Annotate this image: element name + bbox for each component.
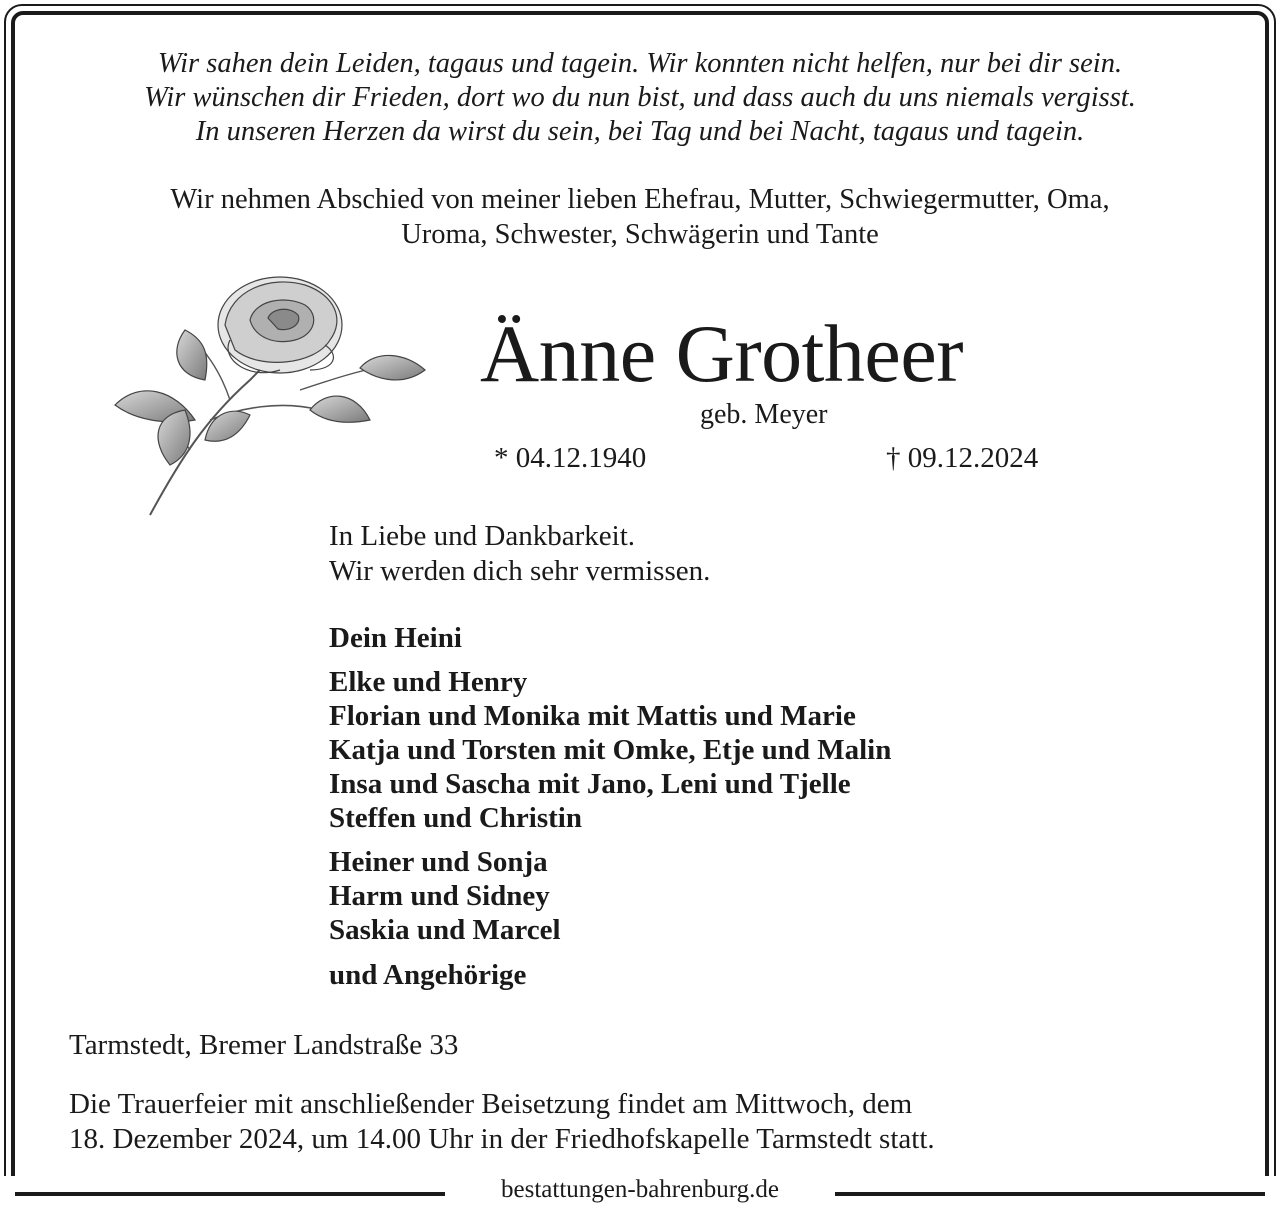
footer-website[interactable] [0,1177,1280,1202]
rose-icon [110,240,440,530]
mourner-line: Steffen und Christin [329,802,582,834]
death-date: † 09.12.2024 [886,442,1039,474]
birth-date: * 04.12.1940 [494,442,647,474]
intro-line-1: Wir nehmen Abschied von meiner lieben Ehefrau, Mutter, Schwiegermutter, Oma, [170,184,1110,215]
mourner-line: Saskia und Marcel [329,914,561,946]
mourner-line: Harm und Sidney [329,880,550,912]
intro-line-2: Uroma, Schwester, Schwägerin und Tante [401,219,879,250]
footer-website-text[interactable]: bestattungen-bahrenburg.de [491,1176,789,1203]
birth-name: geb. Meyer [700,399,828,430]
mourner-line: Katja und Torsten mit Omke, Etje und Malin [329,734,892,766]
mourner-line: Florian und Monika mit Mattis und Marie [329,700,856,732]
address: Tarmstedt, Bremer Landstraße 33 [69,1029,459,1061]
mourner-line: Insa und Sascha mit Jano, Leni und Tjelle [329,768,851,800]
poem-line-2: Wir wünschen dir Frieden, dort wo du nun bist, und dass auch du uns niemals vergisst. [144,82,1136,113]
funeral-line-2: 18. Dezember 2024, um 14.00 Uhr in der Friedhofskapelle Tarmstedt statt. [69,1123,935,1155]
mourner-line: und Angehörige [329,959,527,991]
dedication-line-2: Wir werden dich sehr vermissen. [329,555,711,587]
dedication-line-1: In Liebe und Dankbarkeit. [329,520,636,552]
funeral-line-1: Die Trauerfeier mit anschließender Beisetzung findet am Mittwoch, dem [69,1088,913,1120]
deceased-name: Änne Grotheer [480,308,964,399]
poem-line-1: Wir sahen dein Leiden, tagaus und tagein. Wir konnten nicht helfen, nur bei dir sein. [157,48,1123,79]
poem-line-3: In unseren Herzen da wirst du sein, bei Tag und bei Nacht, tagaus und tagein. [195,116,1085,147]
mourner-line: Dein Heini [329,622,462,654]
mourner-line: Elke und Henry [329,666,528,698]
mourner-line: Heiner und Sonja [329,846,548,878]
